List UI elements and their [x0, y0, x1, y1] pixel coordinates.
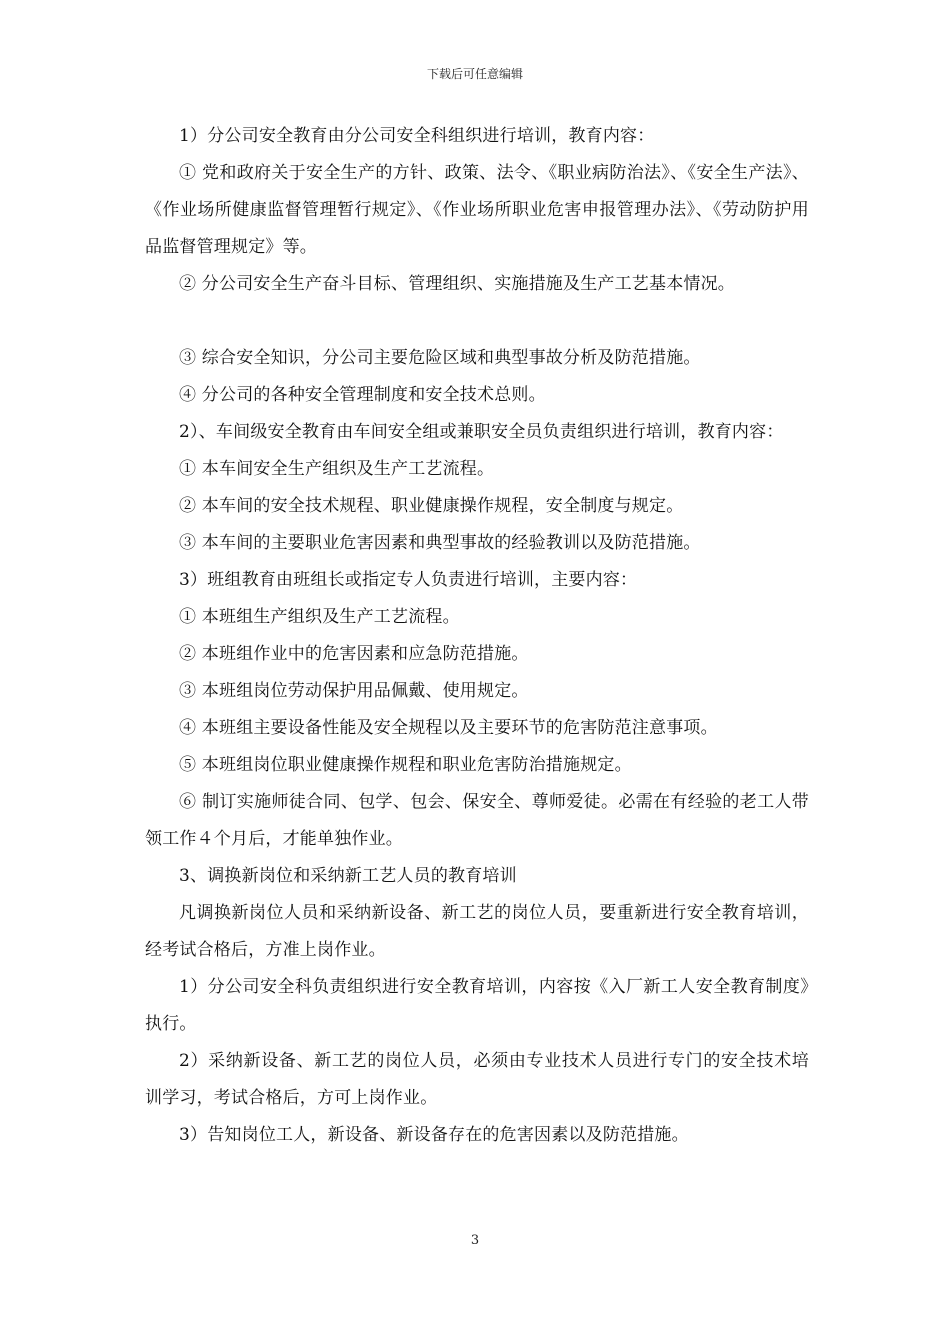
paragraph-workshop-rules: ② 本车间的安全技术规程、职业健康操作规程，安全制度与规定。	[179, 496, 684, 516]
paragraph-branch-goals: ② 分公司安全生产奋斗目标、管理组织、实施措施及生产工艺基本情况。	[179, 274, 736, 294]
paragraph-team-ppe: ③ 本班组岗位劳动保护用品佩戴、使用规定。	[179, 681, 529, 701]
paragraph-team-process: ① 本班组生产组织及生产工艺流程。	[179, 607, 460, 627]
paragraph-laws-list: ① 党和政府关于安全生产的方针、政策、法令、《职业病防治法》、《安全生产法》、《作业场所健康监督管理暂行规定》、《作业场所职业危害申报管理办法》、《劳动防护用品监督管理规定》等。	[145, 163, 809, 257]
paragraph-branch-education: 1）分公司安全教育由分公司安全科组织进行培训，教育内容：	[179, 126, 655, 146]
paragraph-team-education: 3）班组教育由班组长或指定专人负责进行培训，主要内容：	[179, 570, 638, 590]
paragraph-reassignment-3: 3）告知岗位工人，新设备、新设备存在的危害因素以及防范措施。	[179, 1125, 689, 1145]
paragraph-team-hazards: ② 本班组作业中的危害因素和应急防范措施。	[179, 644, 529, 664]
page-header: 下载后可任意编辑	[426, 67, 523, 81]
paragraph-team-equipment: ④ 本班组主要设备性能及安全规程以及主要环节的危害防范注意事项。	[179, 718, 718, 738]
page-number: 3	[470, 1233, 480, 1248]
blank-line	[145, 303, 809, 340]
section-heading-reassignment: 3、调换新岗位和采纳新工艺人员的教育培训	[179, 866, 517, 886]
paragraph-workshop-process: ① 本车间安全生产组织及生产工艺流程。	[179, 459, 495, 479]
paragraph-safety-knowledge: ③ 综合安全知识，分公司主要危险区域和典型事故分析及防范措施。	[179, 348, 701, 368]
document-body	[145, 118, 809, 1154]
paragraph-apprentice: ⑥ 制订实施师徒合同、包学、包会、保安全、尊师爱徒。必需在有经验的老工人带领工作４个月后，才能单独作业。	[145, 792, 809, 849]
paragraph-management-rules: ④ 分公司的各种安全管理制度和安全技术总则。	[179, 385, 546, 405]
paragraph-reassignment-intro: 凡调换新岗位人员和采纳新设备、新工艺的岗位人员，要重新进行安全教育培训，经考试合格后，方准上岗作业。	[145, 903, 809, 960]
paragraph-reassignment-1: 1）分公司安全科负责组织进行安全教育培训，内容按《入厂新工人安全教育制度》执行。	[145, 977, 809, 1034]
paragraph-team-health: ⑤ 本班组岗位职业健康操作规程和职业危害防治措施规定。	[179, 755, 632, 775]
paragraph-workshop-education: 2）、车间级安全教育由车间安全组或兼职安全员负责组织进行培训，教育内容：	[179, 422, 784, 442]
paragraph-workshop-hazards: ③ 本车间的主要职业危害因素和典型事故的经验教训以及防范措施。	[179, 533, 701, 553]
paragraph-reassignment-2: 2）采纳新设备、新工艺的岗位人员，必须由专业技术人员进行专门的安全技术培训学习，考试合格后，方可上岗作业。	[145, 1051, 809, 1108]
